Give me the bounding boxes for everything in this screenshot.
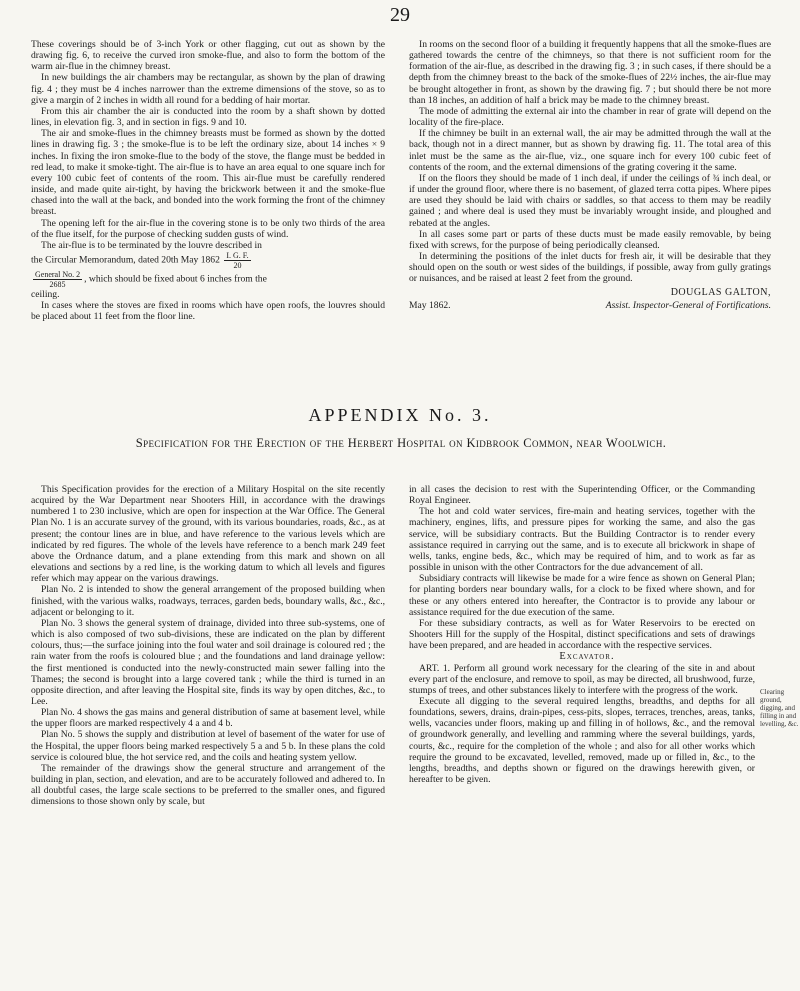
paragraph: In rooms on the second floor of a building it frequently happens that all the smoke-flues are gathered towards the centre of the chimneys, so that there is not sufficient room for the formation of the air-flue, as described in the drawing fig. 3 ; in such cases, if there should be a depth from the chimney breast to the back of the smoke-flues of 22½ inches, the air-flue may be brought altogether in front, as shown by the drawing fig. 7 ; but should there be not more than 18 inches, an addition of half a brick may be made to the chimney breast. [409, 39, 771, 106]
fraction-numerator: I. G. F. [226, 250, 249, 260]
paragraph: If the chimney be built in an external wall, the air may be admitted through the wall at the back, though not in a direct manner, but as shown by drawing fig. 11. The total area of this inlet must be the same as the air-flue, viz., one square inch for every 100 cubic feet of contents of the room, and the external dimensions of the grating covering it the same. [409, 128, 771, 173]
paragraph: Plan No. 2 is intended to show the general arrangement of the proposed building when finished, with the various walks, roadways, terraces, garden beds, boundary walls, &c., &c., adjacent or belonging to it. [31, 584, 385, 618]
general-no-line [31, 270, 385, 289]
top-right-column [409, 39, 771, 311]
paragraph: Plan No. 5 shows the supply and distribution at level of basement of the water for use of the Hospital, the upper floors being marked respectively 5 a and 5 b. In these plans the cold service is coloured blue, the hot service red, and the coils and heating system yellow. [31, 729, 385, 763]
fraction-general [33, 270, 82, 289]
paragraph: The remainder of the drawings show the general structure and arrangement of the building in plan, section, and elevation, and are to be accurately followed and adhered to. In all doubtful cases, the large scale sections to be preferred to the smaller ones, and figured dimensions to those shown only by scale, but [31, 762, 385, 808]
paragraph: The mode of admitting the external air into the chamber in rear of grate will depend on the locality of the fire-place. [409, 105, 771, 129]
paragraph: If on the floors they should be made of 1 inch deal, if under the ceilings of ¾ inch deal, or if under the ground floor, where there is no basement, of glazed terra cotta pipes. Where pipes are used they should be laid with chairs or saddles, so that access to them may be readily gained ; and where deal is used they must be invariably wrought inside, and ploughed and rebated at the angles. [409, 172, 771, 229]
page-number: 29 [390, 4, 410, 26]
paragraph: in all cases the decision to rest with the Superintending Officer, or the Commanding Royal Engineer. [409, 484, 755, 507]
paragraph: The hot and cold water services, fire-main and heating services, together with the machinery, engines, lifts, and pressure pipes for working the same, and also the gas service, will be subsidiary contracts. But the Building Contractor is to render every assistance required in carrying out the same, and is to execute all brickwork in shape of wells, tanks, engine beds, &c., which may be required of him, and to work as far as possible in unison with the other Contractors for the due advancement of all. [409, 506, 755, 574]
section-heading-excavator: Excavator. [559, 651, 615, 663]
paragraph: In new buildings the air chambers may be rectangular, as shown by the plan of drawing fig. 4 ; they must be 4 inches narrower than the extreme dimensions of the stove, so as to give a margin of 2 inches in width all round for a bedding of hair mortar. [31, 72, 385, 106]
bottom-left-column [31, 484, 385, 808]
paragraph: For these subsidiary contracts, as well as for Water Reservoirs to be erected on Shooters Hill for the supply of the Hospital, distinct specifications and sets of drawings have been prepared, and are headed in accordance with the respective services. [409, 617, 755, 652]
article-text: Perform all ground work necessary for the clearing of the site in and about every part of the enclosure, and remove to spoil, as may be directed, all brushwood, furze, stumps of trees, and other substances likely to interfere with the progress of the work. [409, 662, 756, 696]
paragraph: From this air chamber the air is conducted into the room by a shaft shown by dotted lines, in elevation fig. 3, and in section in figs. 9 and 10. [31, 105, 385, 129]
paragraph: In all cases some part or parts of these ducts must be made easily removable, by being fixed with screws, for the purpose of being periodically cleansed. [409, 228, 771, 251]
article-1 [409, 663, 755, 696]
paragraph: Execute all digging to the several required lengths, breadths, and depths for all foundations, sewers, drains, drain-pipes, cess-pits, slopes, terraces, trenches, areas, tanks, wells, vacancies under floors, making up and filling in of hollows, &c., and the removal of groundwork generally, and levelling and ramming where the several buildings, yards, courts, &c., require for the completion of the whole ; and also for all other works which require the ground to be excavated, levelled, removed, made up or filled in, &c., to the lengths, breadths, and depths shown or figured on the drawings herewith given, or hereafter to be given. [409, 695, 755, 786]
paragraph: This Specification provides for the erection of a Military Hospital on the site recently acquired by the War Department near Shooters Hill, in accordance with the drawings numbered 1 to 230 inclusive, which are open for inspection at the War Office. The General Plan No. 1 is an accurate survey of the ground, with its various boundaries, roads, &c., as at present; the contour lines are in blue, and have reference to the various levels which are indicated by red figures. The whole of the levels have reference to a bench mark 249 feet above the Ordnance datum, and a plane extending from this mark and shown on all elevations and sections by a red line, is the working datum to which all levels and figures refer which may appear on the various drawings. [31, 484, 385, 585]
circular-end: ceiling. [31, 288, 60, 300]
appendix-title: APPENDIX No. 3. [308, 405, 492, 425]
signature-title: Assist. Inspector-General of Fortifications. [605, 299, 771, 311]
paragraph: These coverings should be of 3-inch York or other flagging, cut out as shown by the drawing fig. 6, to receive the curved iron smoke-flue, and also to form the bottom of the warm air-flue in the chimney breast. [31, 39, 385, 73]
paragraph: The air and smoke-flues in the chimney breasts must be formed as shown by the dotted lines in drawing fig. 3 ; the smoke-flue is to be left the ordinary size, about 14 inches × 9 inches. In fixing the iron smoke-flue to the body of the stove, the flange must be bedded in red lead, to make it smoke-tight. The air-flue is to have an area equal to one square inch for every 100 cubic feet of contents of the room. This air-flue must be carefully rendered inside, and made quite air-tight, by having the brickwork between it and the smoke-flue chased into the wall at the back, and bonded into the work forming the front of the chimney breast. [31, 128, 385, 218]
signature-line [409, 300, 771, 311]
fraction-numerator: General No. 2 [35, 269, 81, 279]
article-label: ART. 1. [419, 662, 451, 674]
fraction-igf [224, 251, 250, 270]
signature-name: DOUGLAS GALTON, [670, 287, 771, 299]
top-left-column [31, 39, 385, 322]
bottom-right-column [409, 484, 755, 785]
paragraph: The opening left for the air-flue in the covering stone is to be only two thirds of the area of the flue itself, for the purpose of checking sudden gusts of wind. [31, 217, 385, 240]
paragraph: The air-flue is to be terminated by the louvre described in [41, 239, 262, 251]
circular-memorandum-line [31, 251, 385, 270]
fraction-denominator: 20 [233, 260, 242, 270]
paragraph: Plan No. 3 shows the general system of drainage, divided into three sub-systems, one of which is also composed of two sub-divisions, these are indicated on the plan by different colours, thus;—the surface joining into the foul water and soil drainage is coloured red ; the rain water from the roofs is coloured blue ; and the foundations and land drainage yellow: the first mentioned is conducted into the newly-constructed main sewer falling into the Thames; the second is brought into a large covered tank ; while the third is turned in an opposite direction, and after leaving the Hospital site, finds its way by open ditches, &c., to Lee. [31, 617, 385, 707]
signature-date: May 1862. [409, 299, 451, 311]
appendix-subtitle: Specification for the Erection of the Herbert Hospital on Kidbrook Common, near Woolwich. [135, 436, 667, 450]
circular-suffix: , which should be fixed about 6 inches from the [84, 273, 267, 285]
circular-prefix: the Circular Memorandum, dated 20th May 1862 [31, 254, 220, 266]
paragraph: In cases where the stoves are fixed in rooms which have open roofs, the louvres should be placed about 11 feet from the floor line. [31, 300, 385, 323]
paragraph: Subsidiary contracts will likewise be made for a wire fence as shown on General Plan; for planting borders near boundary walls, for a clock to be fixed where shown, and for these or any others entered into hereafter, the Contractor is to provide any labour or assistance required for the due execution of the same. [409, 573, 755, 618]
fraction-denominator: 2685 [49, 279, 66, 289]
paragraph: Plan No. 4 shows the gas mains and general distribution of same at basement level, while the upper floors are marked respectively 4 a and 4 b. [31, 707, 385, 730]
margin-note: Clearing ground, digging, and filling in and levelling, &c. [760, 688, 799, 728]
paragraph: In determining the positions of the inlet ducts for fresh air, it will be desirable that they should open on the south or west sides of the buildings, if possible, away from gully gratings or nuisances, and be raised at least 2 feet from the ground. [409, 250, 771, 285]
